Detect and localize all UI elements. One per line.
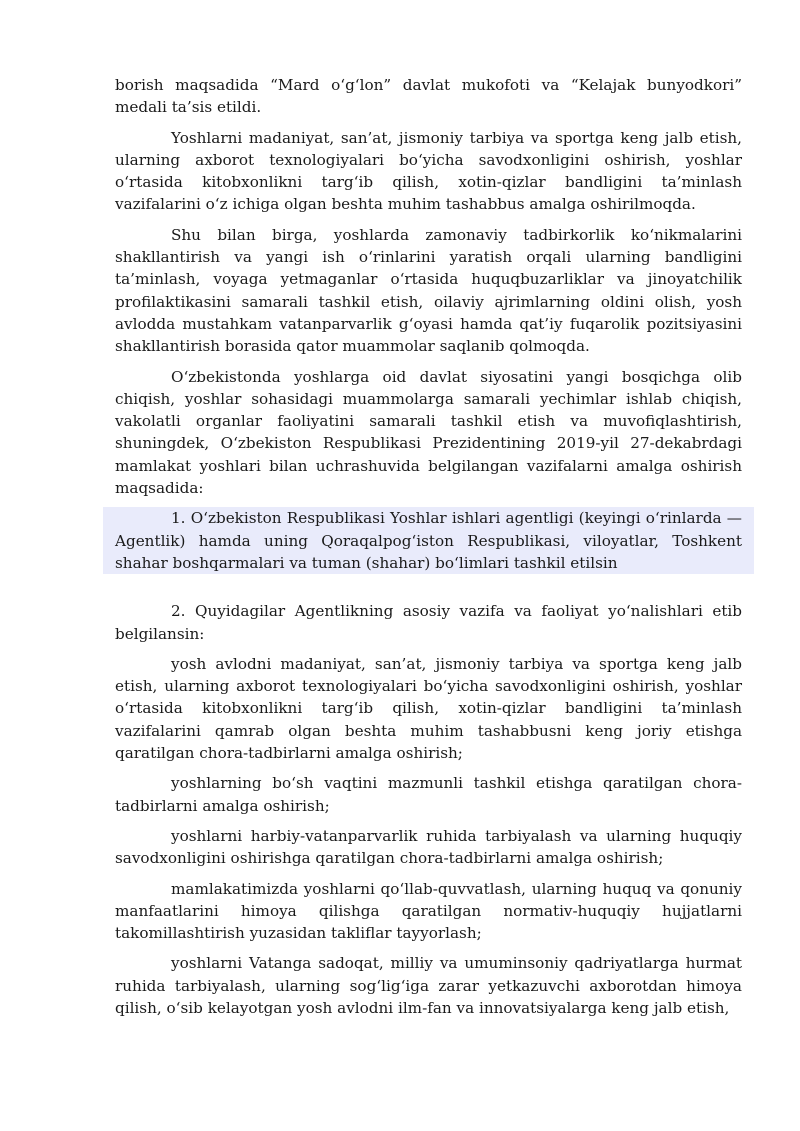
list-item-education: yoshlarni Vatanga sadoqat, milliy va umuminsoniy qadriyatlarga hurmat ruhida tarbiyalash, ularning sog‘lig‘iga zarar yetkazuvchi axborotdan himoya qilish, o‘sib kelayotgan yosh avlodni ilm-fan va innovatsiyalarga keng jalb etish,: [115, 954, 742, 1017]
clause-2: 2. Quyidagilar Agentlikning asosiy vazifa va faoliyat yo‘nalishlari etib belgilansin:: [115, 602, 742, 643]
paragraph-problems: Shu bilan birga, yoshlarda zamonaviy tadbirkorlik ko‘nikmalarini shakllantirish va yangi ish o‘rinlarini yaratish orqali ularning bandligini ta’minlash, voyaga yetmaganlar o‘rtasida huquqbuzarliklar va jinoyatchilik profilaktikasini samarali tashkil etish, oilaviy ajrimlarning oldini olish, yosh avlodda mustahkam vatanparvarlik g‘oyasi hamda qat’iy fuqarolik pozitsiyasini shakllantirish borasida qator muammolar saqlanib qolmoqda.: [115, 225, 742, 356]
paragraph-initiatives: Yoshlarni madaniyat, san’at, jismoniy tarbiya va sportga keng jalb etish, ularning axborot texnologiyalari bo‘yicha savodxonligini oshirish, yoshlar o‘rtasida kitobxonlikni targ‘ib qilish, xotin-qizlar bandligini ta’minlash vazifalarini o‘z ichiga olgan beshta muhim tashabbus amalga oshirilmoqda.: [115, 128, 742, 214]
clause-1-highlighted: 1. O‘zbekiston Respublikasi Yoshlar ishlari agentligi (keyingi o‘rinlarda — Agentlik) hamda uning Qoraqalpog‘iston Respublikasi, viloyatlar, Toshkent shahar boshqarmalari va tuman (shahar) bo‘limlari tashkil etilsin: [103, 507, 754, 574]
document-body: [115, 74, 742, 1019]
list-item-patriotism: yoshlarni harbiy-vatanparvarlik ruhida tarbiyalash va ularning huquqiy savodxonligini oshirishga qaratilgan chora-tadbirlarni amalga oshirish;: [115, 826, 742, 868]
list-item-initiatives: yosh avlodni madaniyat, san’at, jismoniy tarbiya va sportga keng jalb etish, ularning axborot texnologiyalari bo‘yicha savodxonligini oshirish, yoshlar o‘rtasida kitobxonlikni targ‘ib qilish, xotin-qizlar bandligini ta’minlash vazifalarini qamrab olgan beshta muhim tashabbusni keng joriy etishga qaratilgan chora-tadbirlarni amalga oshirish;: [115, 654, 742, 763]
paragraph-purpose: O‘zbekistonda yoshlarga oid davlat siyosatini yangi bosqichga olib chiqish, yoshlar sohasidagi muammolarga samarali yechimlar ishlab chiqish, vakolatli organlar faoliyatini samarali tashkil etish va muvofiqlashtirish, shuningdek, O‘zbekiston Respublikasi Prezidentining 2019-yil 27-dekabrdagi mamlakat yoshlari bilan uchrashuvida belgilangan vazifalarni amalga oshirish maqsadida:: [115, 367, 742, 498]
list-item-legislation: mamlakatimizda yoshlarni qo‘llab-quvvatlash, ularning huquq va qonuniy manfaatlarini himoya qilishga qaratilgan normativ-huquqiy hujjatlarni takomillashtirish yuzasidan takliflar tayyorlash;: [115, 879, 742, 943]
paragraph-continuation: borish maqsadida “Mard o‘g‘lon” davlat mukofoti va “Kelajak bunyodkori” medali ta’sis etildi.: [115, 76, 742, 117]
list-item-free-time: yoshlarning bo‘sh vaqtini mazmunli tashkil etishga qaratilgan chora-tadbirlarni amalga oshirish;: [115, 774, 742, 815]
